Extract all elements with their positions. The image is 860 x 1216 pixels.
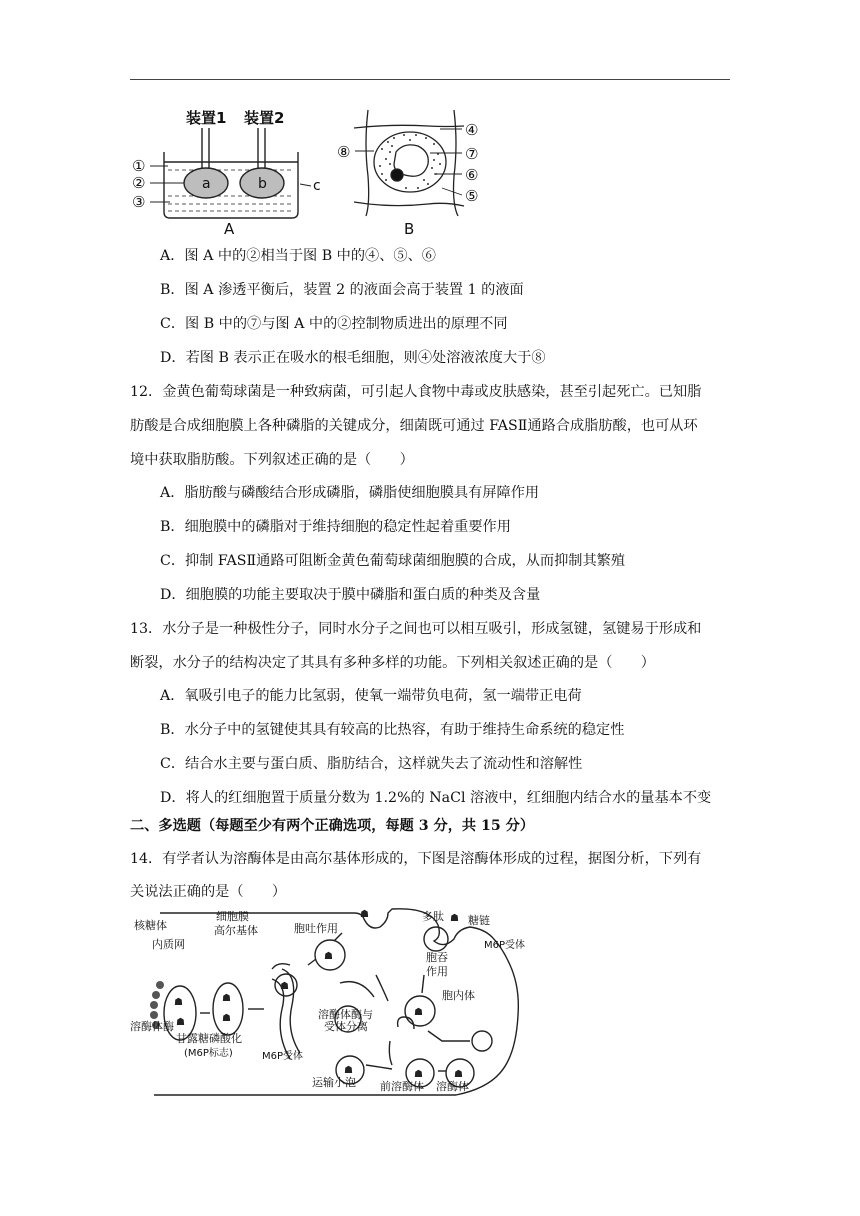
q11-option-c: C．图 B 中的⑦与图 A 中的②控制物质进出的原理不同 — [160, 316, 508, 332]
label-ribosome: 核糖体 — [134, 919, 167, 932]
q13-option-b: B．水分子中的氢键使其具有较高的比热容，有助于维持生命系统的稳定性 — [160, 722, 625, 738]
svg-text:☗: ☗ — [360, 909, 369, 920]
label-endocytosis-line2: 作用 — [426, 965, 448, 978]
lysosome-formation-figure — [130, 905, 540, 1100]
q14-stem-line2: 关说法正确的是（ ） — [130, 884, 287, 900]
label-exocytosis: 胞吐作用 — [294, 922, 338, 935]
svg-text:☗: ☗ — [222, 993, 231, 1004]
label-mannose-line1: 甘露糖磷酸化 — [176, 1032, 242, 1045]
label-golgi: 高尔基体 — [214, 924, 258, 937]
sac-b-label: b — [258, 176, 267, 192]
label-mannose-line2: (M6P标志) — [184, 1048, 233, 1059]
svg-text:☗: ☗ — [450, 913, 459, 924]
caption-b: B — [404, 220, 415, 238]
c-label: c — [313, 178, 321, 194]
q13-stem-line1: 13．水分子是一种极性分子，同时水分子之间也可以相互吸引，形成氢键，氢键易于形成和 — [130, 621, 702, 637]
label-3: ③ — [132, 193, 146, 211]
svg-text:☗: ☗ — [414, 1007, 423, 1018]
svg-text:☗: ☗ — [280, 981, 289, 992]
q12-option-b: B．细胞膜中的磷脂对于维持细胞的稳定性起着重要作用 — [160, 519, 511, 535]
figure-a — [150, 128, 311, 218]
svg-text:☗: ☗ — [176, 1017, 185, 1028]
label-membrane: 细胞膜 — [216, 910, 249, 923]
label-transport-vesicle: 运输小泡 — [312, 1076, 356, 1089]
q13-option-a: A．氧吸引电子的能力比氢弱，使氧一端带负电荷，氢一端带正电荷 — [160, 688, 582, 704]
svg-text:☗: ☗ — [414, 1069, 423, 1080]
q12-stem-line1: 12．金黄色葡萄球菌是一种致病菌，可引起人食物中毒或皮肤感染，甚至引起死亡。已知脂 — [130, 384, 702, 400]
label-pre-lysosome: 前溶酶体 — [380, 1080, 424, 1093]
q11-option-a: A．图 A 中的②相当于图 B 中的④、⑤、⑥ — [160, 248, 436, 264]
section-2-heading: 二、多选题（每题至少有两个正确选项，每题 3 分，共 15 分） — [130, 818, 535, 834]
q11-option-b: B．图 A 渗透平衡后，装置 2 的液面会高于装置 1 的液面 — [160, 282, 524, 298]
q12-option-d: D．细胞膜的功能主要取决于膜中磷脂和蛋白质的种类及含量 — [160, 587, 541, 603]
q12-option-a: A．脂肪酸与磷酸结合形成磷脂，磷脂使细胞膜具有屏障作用 — [160, 485, 540, 501]
q12-stem-line3: 境中获取脂肪酸。下列叙述正确的是（ ） — [130, 452, 414, 468]
label-2: ② — [132, 174, 146, 192]
svg-text:☗: ☗ — [324, 951, 333, 962]
label-m6p-receptor-left: M6P受体 — [262, 1051, 304, 1062]
q12-stem-line2: 肪酸是合成细胞膜上各种磷脂的关键成分，细菌既可通过 FASⅡ通路合成脂肪酸，也可从环 — [130, 418, 698, 434]
label-endocytosis-line1: 胞吞 — [426, 951, 448, 964]
q13-option-d: D．将人的红细胞置于质量分数为 1.2%的 NaCl 溶液中，红细胞内结合水的量基本不变 — [160, 790, 712, 806]
svg-text:☗: ☗ — [222, 1013, 231, 1024]
q12-option-c: C．抑制 FASⅡ通路可阻断金黄色葡萄球菌细胞膜的合成，从而抑制其繁殖 — [160, 553, 626, 569]
label-8: ⑧ — [337, 143, 351, 161]
label-4: ④ — [465, 121, 479, 139]
label-enzyme-separation-line2: 受体分离 — [324, 1020, 368, 1033]
label-1: ① — [132, 157, 146, 175]
label-sugar-chain: 糖链 — [468, 914, 490, 927]
svg-text:☗: ☗ — [344, 1065, 353, 1076]
label-5: ⑤ — [465, 187, 479, 205]
sac-a-label: a — [202, 176, 211, 192]
q13-stem-line2: 断裂，水分子的结构决定了其具有多种多样的功能。下列相关叙述正确的是（ ） — [130, 655, 655, 671]
label-enzyme-separation-line1: 溶酶体酶与 — [318, 1008, 373, 1021]
label-6: ⑥ — [465, 166, 479, 184]
label-endosome: 胞内体 — [442, 989, 475, 1002]
caption-a: A — [224, 220, 235, 238]
q11-option-d: D．若图 B 表示正在吸水的根毛细胞，则④处溶液浓度大于⑧ — [160, 350, 546, 366]
device2-label: 装置2 — [244, 109, 285, 127]
device1-label: 装置1 — [186, 109, 227, 127]
header-rule — [130, 79, 730, 80]
q13-option-c: C．结合水主要与蛋白质、脂肪结合，这样就失去了流动性和溶解性 — [160, 756, 583, 772]
label-er: 内质网 — [152, 938, 185, 951]
osmosis-figure — [128, 104, 498, 240]
label-lysosomal-enzyme: 溶酶体酶 — [130, 1020, 174, 1033]
q14-stem-line1: 14．有学者认为溶酶体是由高尔基体形成的，下图是溶酶体形成的过程，据图分析，下列有 — [130, 851, 702, 867]
label-polypeptide: 多肽 — [422, 910, 444, 923]
figure-b — [354, 110, 464, 216]
label-m6p-receptor-right: M6P受体 — [484, 940, 526, 951]
label-lysosome: 溶酶体 — [436, 1080, 469, 1093]
label-7: ⑦ — [465, 145, 479, 163]
svg-text:☗: ☗ — [174, 997, 183, 1008]
svg-text:☗: ☗ — [454, 1069, 463, 1080]
